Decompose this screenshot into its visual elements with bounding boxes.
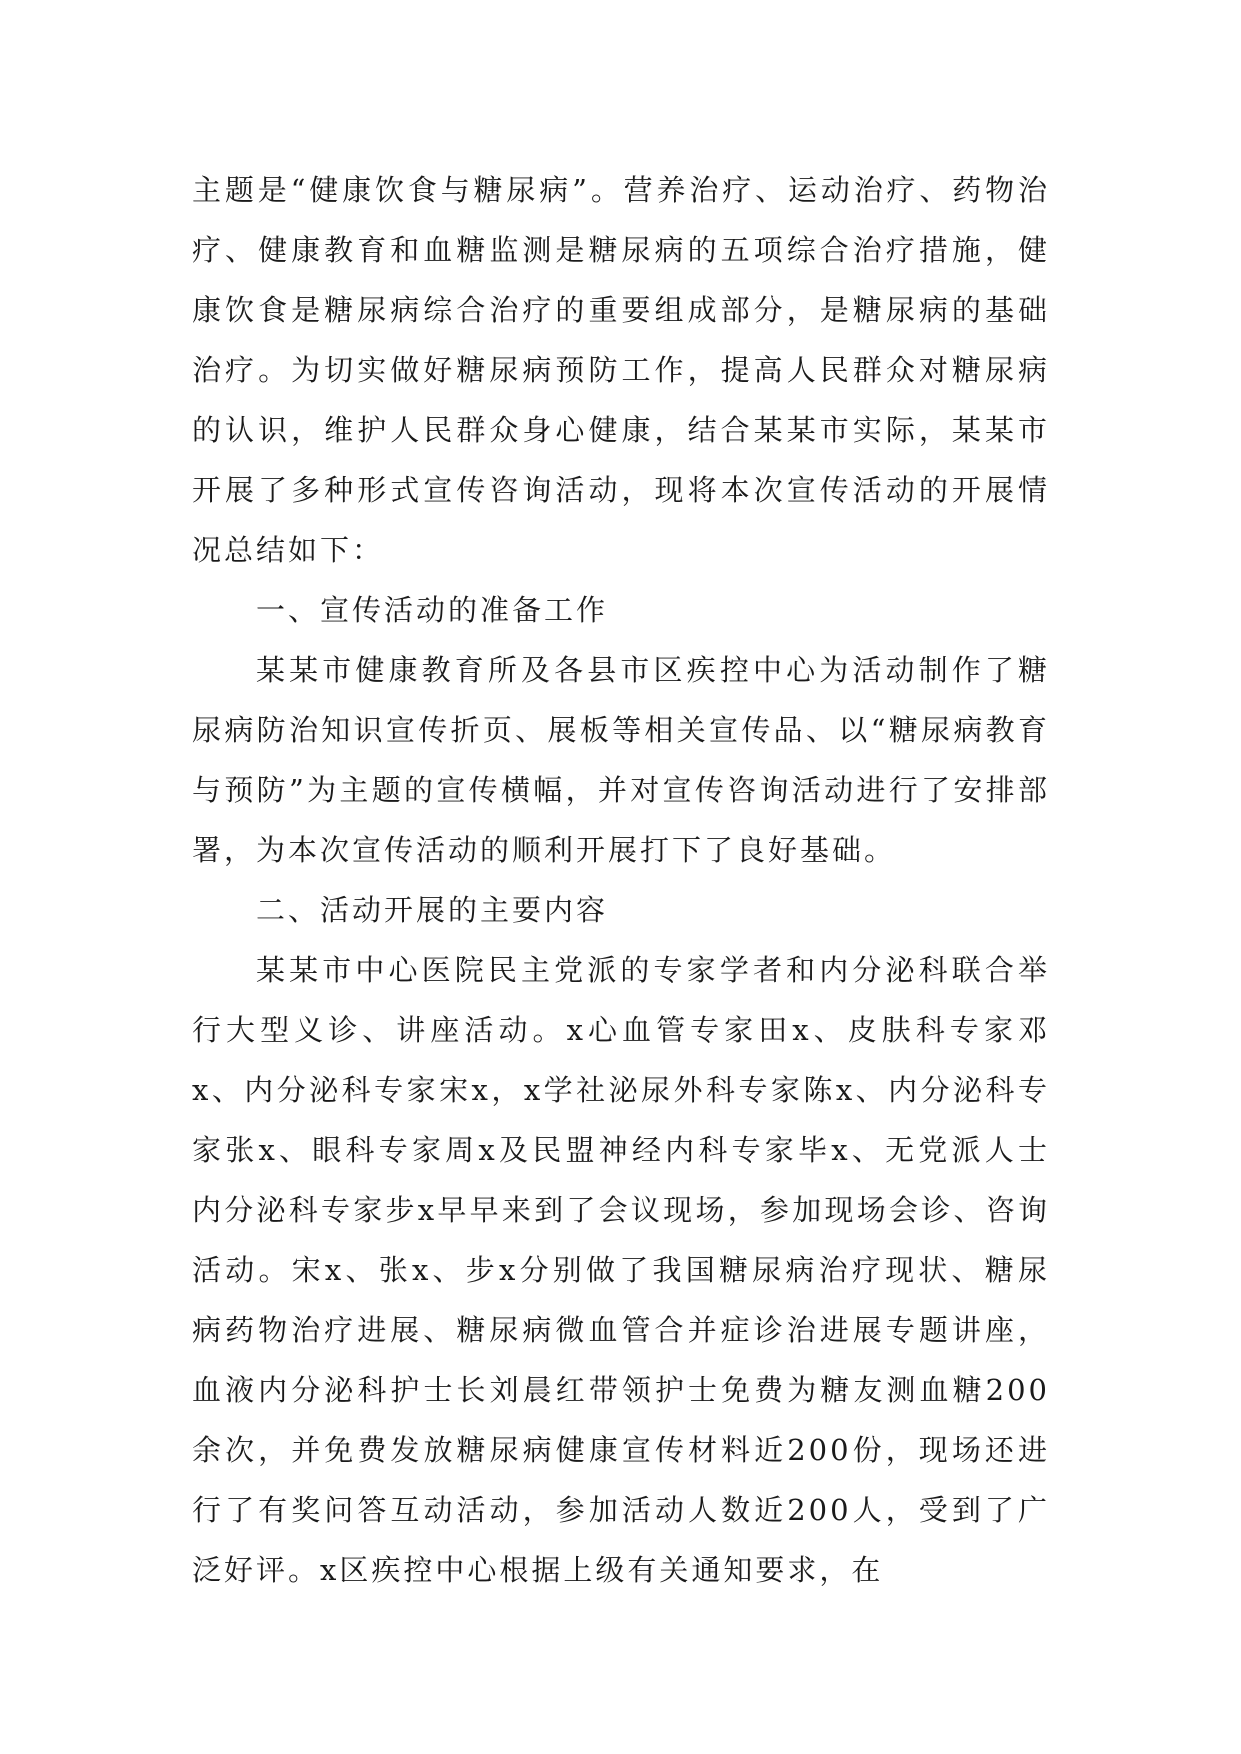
section-paragraph-preparation: 某某市健康教育所及各县市区疾控中心为活动制作了糖尿病防治知识宣传折页、展板等相关宣传品、以“糖尿病教育与预防”为主题的宣传横幅，并对宣传咨询活动进行了安排部署，为本次宣传活动的顺利开展打下了良好基础。 xyxy=(192,653,1050,867)
section-heading-main-content: 二、活动开展的主要内容 xyxy=(256,893,609,927)
document-body xyxy=(192,160,1050,1600)
section-heading-preparation: 一、宣传活动的准备工作 xyxy=(256,593,609,627)
section-paragraph-main-content: 某某市中心医院民主党派的专家学者和内分泌科联合举行大型义诊、讲座活动。x心血管专家田x、皮肤科专家邓x、内分泌科专家宋x，x学社泌尿外科专家陈x、内分泌科专家张x、眼科专家周x及民盟神经内科专家毕x、无党派人士内分泌科专家步x早早来到了会议现场，参加现场会诊、咨询活动。宋x、张x、步x分别做了我国糖尿病治疗现状、糖尿病药物治疗进展、糖尿病微血管合并症诊治进展专题讲座，血液内分泌科护士长刘晨红带领护士免费为糖友测血糖200余次，并免费发放糖尿病健康宣传材料近200份，现场还进行了有奖问答互动活动，参加活动人数近200人，受到了广泛好评。x区疾控中心根据上级有关通知要求，在 xyxy=(192,953,1050,1587)
intro-paragraph: 主题是“健康饮食与糖尿病”。营养治疗、运动治疗、药物治疗、健康教育和血糖监测是糖尿病的五项综合治疗措施，健康饮食是糖尿病综合治疗的重要组成部分，是糖尿病的基础治疗。为切实做好糖尿病预防工作，提高人民群众对糖尿病的认识，维护人民群众身心健康，结合某某市实际，某某市开展了多种形式宣传咨询活动，现将本次宣传活动的开展情况总结如下： xyxy=(192,173,1050,567)
